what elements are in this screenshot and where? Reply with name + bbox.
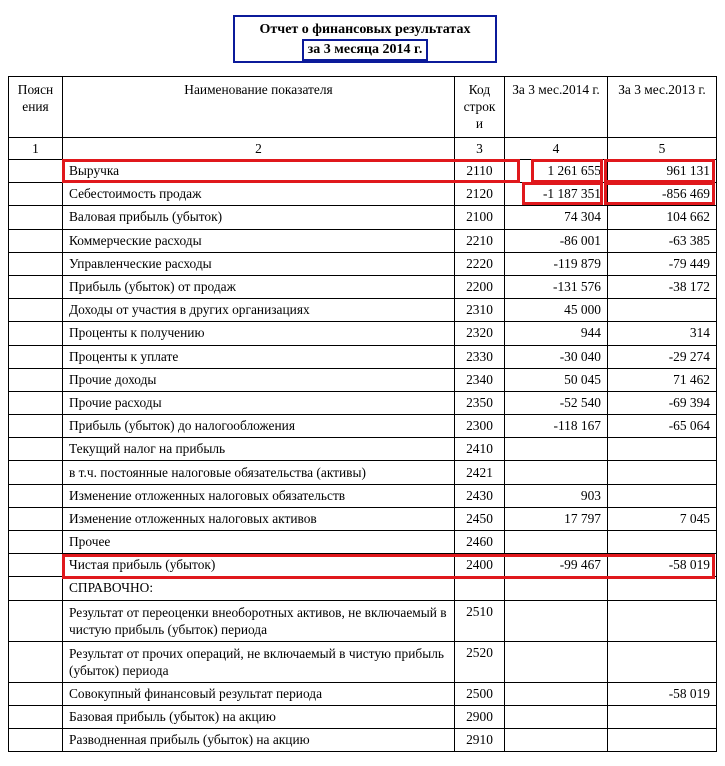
column-number: 3 <box>455 138 505 160</box>
row-indicator-name: Доходы от участия в других организациях <box>63 299 455 322</box>
table-row <box>9 322 717 345</box>
table-row <box>9 641 717 682</box>
row-explanation <box>9 299 63 322</box>
row-value-2013 <box>608 641 717 682</box>
report-title <box>233 15 497 63</box>
row-value-2014: -86 001 <box>505 229 608 252</box>
table-row <box>9 600 717 641</box>
header-indicator-name: Наименование показателя <box>63 77 455 138</box>
row-value-2013: 104 662 <box>608 206 717 229</box>
row-indicator-name: Прибыль (убыток) от продаж <box>63 275 455 298</box>
table-row <box>9 160 717 183</box>
table-row <box>9 275 717 298</box>
column-number-row <box>9 138 717 160</box>
row-value-2013 <box>608 484 717 507</box>
header-period-2013: За 3 мес.2013 г. <box>608 77 717 138</box>
row-value-2014: -131 576 <box>505 275 608 298</box>
row-indicator-name: Прочие доходы <box>63 368 455 391</box>
column-number: 4 <box>505 138 608 160</box>
column-number: 1 <box>9 138 63 160</box>
row-line-code: 2300 <box>455 415 505 438</box>
header-row <box>9 77 717 138</box>
table-row <box>9 438 717 461</box>
row-indicator-name: СПРАВОЧНО: <box>63 577 455 600</box>
table-row <box>9 415 717 438</box>
row-value-2014: 903 <box>505 484 608 507</box>
row-value-2014: 45 000 <box>505 299 608 322</box>
row-explanation <box>9 577 63 600</box>
table-row <box>9 183 717 206</box>
row-value-2013 <box>608 461 717 484</box>
row-explanation <box>9 160 63 183</box>
row-value-2014 <box>505 641 608 682</box>
table-row <box>9 577 717 600</box>
row-indicator-name: Валовая прибыль (убыток) <box>63 206 455 229</box>
row-value-2014 <box>505 705 608 728</box>
row-value-2013: -856 469 <box>608 183 717 206</box>
row-indicator-name: Изменение отложенных налоговых обязательств <box>63 484 455 507</box>
row-line-code: 2340 <box>455 368 505 391</box>
row-explanation <box>9 461 63 484</box>
row-line-code: 2910 <box>455 728 505 751</box>
financial-results-table <box>8 76 717 752</box>
row-line-code: 2210 <box>455 229 505 252</box>
row-indicator-name: Проценты к уплате <box>63 345 455 368</box>
row-value-2013 <box>608 438 717 461</box>
row-value-2014: -118 167 <box>505 415 608 438</box>
row-line-code: 2310 <box>455 299 505 322</box>
row-indicator-name: Прочее <box>63 531 455 554</box>
table-row <box>9 252 717 275</box>
row-indicator-name: Изменение отложенных налоговых активов <box>63 507 455 530</box>
row-line-code: 2520 <box>455 641 505 682</box>
row-value-2014: 17 797 <box>505 507 608 530</box>
row-value-2014 <box>505 600 608 641</box>
table-row <box>9 484 717 507</box>
row-value-2013: -79 449 <box>608 252 717 275</box>
header-period-2014: За 3 мес.2014 г. <box>505 77 608 138</box>
report-title-period: за 3 месяца 2014 г. <box>302 39 429 61</box>
row-explanation <box>9 252 63 275</box>
table-row <box>9 229 717 252</box>
table-row <box>9 554 717 577</box>
table-row <box>9 682 717 705</box>
row-indicator-name: Совокупный финансовый результат периода <box>63 682 455 705</box>
row-indicator-name: Разводненная прибыль (убыток) на акцию <box>63 728 455 751</box>
row-value-2014: -30 040 <box>505 345 608 368</box>
row-explanation <box>9 415 63 438</box>
row-value-2013: -69 394 <box>608 391 717 414</box>
row-indicator-name: Базовая прибыль (убыток) на акцию <box>63 705 455 728</box>
row-value-2013 <box>608 705 717 728</box>
row-indicator-name: Прочие расходы <box>63 391 455 414</box>
row-explanation <box>9 275 63 298</box>
row-value-2014: -119 879 <box>505 252 608 275</box>
row-line-code: 2100 <box>455 206 505 229</box>
row-line-code: 2330 <box>455 345 505 368</box>
row-explanation <box>9 438 63 461</box>
row-explanation <box>9 484 63 507</box>
row-indicator-name: Себестоимость продаж <box>63 183 455 206</box>
row-line-code: 2200 <box>455 275 505 298</box>
row-line-code: 2320 <box>455 322 505 345</box>
row-line-code: 2430 <box>455 484 505 507</box>
row-indicator-name: Результат от прочих операций, не включаемый в чистую прибыль (убыток) периода <box>63 641 455 682</box>
row-value-2013: 314 <box>608 322 717 345</box>
row-line-code: 2450 <box>455 507 505 530</box>
row-indicator-name: Текущий налог на прибыль <box>63 438 455 461</box>
row-line-code: 2510 <box>455 600 505 641</box>
row-value-2014 <box>505 682 608 705</box>
row-line-code: 2460 <box>455 531 505 554</box>
table-row <box>9 391 717 414</box>
row-value-2013: -38 172 <box>608 275 717 298</box>
row-line-code: 2900 <box>455 705 505 728</box>
row-indicator-name: Управленческие расходы <box>63 252 455 275</box>
row-indicator-name: Проценты к получению <box>63 322 455 345</box>
row-value-2013: 961 131 <box>608 160 717 183</box>
table-row <box>9 728 717 751</box>
row-explanation <box>9 705 63 728</box>
row-explanation <box>9 322 63 345</box>
row-explanation <box>9 368 63 391</box>
table-row <box>9 206 717 229</box>
row-explanation <box>9 554 63 577</box>
row-explanation <box>9 728 63 751</box>
table-row <box>9 461 717 484</box>
row-explanation <box>9 229 63 252</box>
row-line-code: 2421 <box>455 461 505 484</box>
row-indicator-name: Прибыль (убыток) до налогообложения <box>63 415 455 438</box>
row-line-code: 2400 <box>455 554 505 577</box>
row-value-2014: -99 467 <box>505 554 608 577</box>
row-value-2014: -1 187 351 <box>505 183 608 206</box>
column-number: 2 <box>63 138 455 160</box>
row-value-2014 <box>505 461 608 484</box>
row-explanation <box>9 600 63 641</box>
row-line-code: 2220 <box>455 252 505 275</box>
row-value-2013 <box>608 600 717 641</box>
row-indicator-name: в т.ч. постоянные налоговые обязательства (активы) <box>63 461 455 484</box>
row-indicator-name: Коммерческие расходы <box>63 229 455 252</box>
row-value-2013: 71 462 <box>608 368 717 391</box>
table-row <box>9 507 717 530</box>
row-explanation <box>9 531 63 554</box>
row-indicator-name: Чистая прибыль (убыток) <box>63 554 455 577</box>
row-value-2013: -63 385 <box>608 229 717 252</box>
row-line-code: 2120 <box>455 183 505 206</box>
row-value-2014: 74 304 <box>505 206 608 229</box>
row-line-code <box>455 577 505 600</box>
row-explanation <box>9 641 63 682</box>
row-value-2013 <box>608 531 717 554</box>
row-value-2013 <box>608 728 717 751</box>
row-line-code: 2500 <box>455 682 505 705</box>
row-value-2013: -58 019 <box>608 554 717 577</box>
header-line-code: Код строк и <box>455 77 505 138</box>
row-explanation <box>9 183 63 206</box>
row-explanation <box>9 391 63 414</box>
row-value-2013 <box>608 299 717 322</box>
column-number: 5 <box>608 138 717 160</box>
table-row <box>9 299 717 322</box>
row-value-2014: 944 <box>505 322 608 345</box>
row-value-2014: 50 045 <box>505 368 608 391</box>
row-value-2013 <box>608 577 717 600</box>
row-indicator-name: Выручка <box>63 160 455 183</box>
row-line-code: 2350 <box>455 391 505 414</box>
row-explanation <box>9 345 63 368</box>
report-title-line1: Отчет о финансовых результатах <box>259 22 471 37</box>
table-row <box>9 368 717 391</box>
row-value-2014: 1 261 655 <box>505 160 608 183</box>
row-value-2014 <box>505 577 608 600</box>
row-value-2013: -29 274 <box>608 345 717 368</box>
row-explanation <box>9 682 63 705</box>
row-value-2013: -58 019 <box>608 682 717 705</box>
row-value-2013: 7 045 <box>608 507 717 530</box>
row-explanation <box>9 507 63 530</box>
row-explanation <box>9 206 63 229</box>
table-row <box>9 705 717 728</box>
row-line-code: 2110 <box>455 160 505 183</box>
table-row <box>9 531 717 554</box>
row-value-2013: -65 064 <box>608 415 717 438</box>
row-value-2014 <box>505 728 608 751</box>
row-value-2014: -52 540 <box>505 391 608 414</box>
row-line-code: 2410 <box>455 438 505 461</box>
row-value-2014 <box>505 438 608 461</box>
header-explanations: Поясн ения <box>9 77 63 138</box>
table-row <box>9 345 717 368</box>
row-indicator-name: Результат от переоценки внеоборотных активов, не включаемый в чистую прибыль (убыток) периода <box>63 600 455 641</box>
row-value-2014 <box>505 531 608 554</box>
